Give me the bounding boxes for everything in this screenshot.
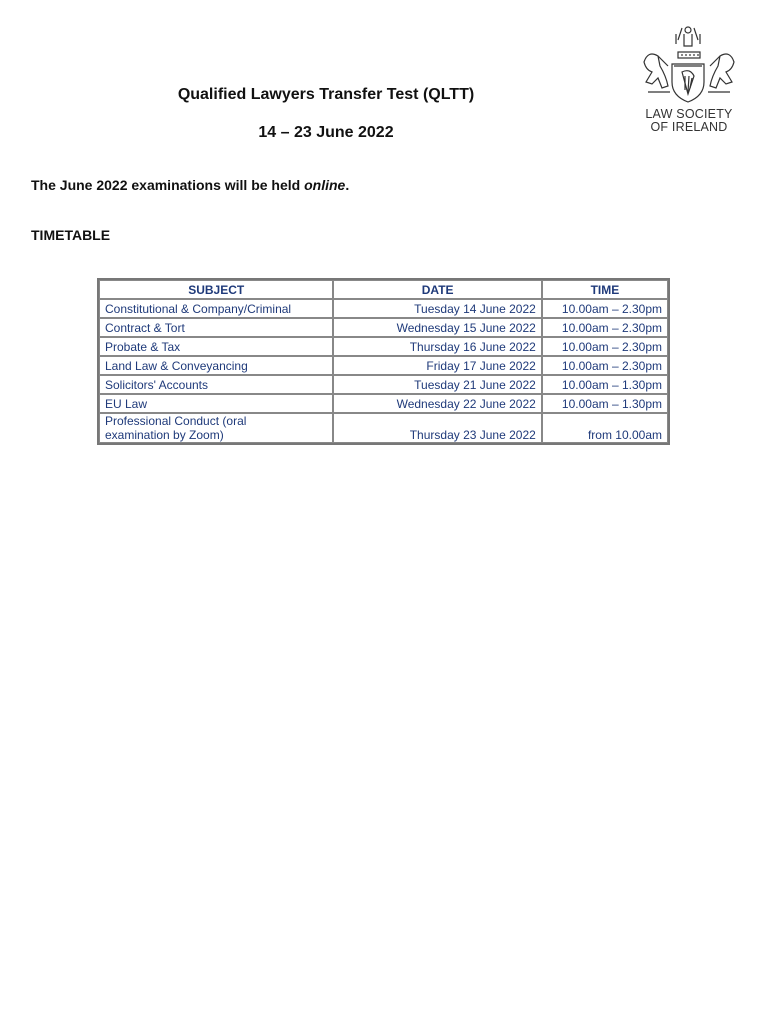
cell-time: 10.00am – 2.30pm — [542, 356, 668, 375]
cell-date: Wednesday 15 June 2022 — [333, 318, 541, 337]
table-row-last — [99, 413, 668, 443]
logo-line-2: OF IRELAND — [650, 120, 728, 134]
logo-line-1: LAW SOCIETY — [645, 107, 733, 121]
cell-time: 10.00am – 2.30pm — [542, 318, 668, 337]
cell-subject: Land Law & Conveyancing — [99, 356, 333, 375]
table-row — [99, 337, 668, 356]
header-time: TIME — [542, 280, 668, 299]
cell-subject: EU Law — [99, 394, 333, 413]
table-row — [99, 375, 668, 394]
intro-prefix: The June 2022 examinations will be held — [31, 177, 305, 193]
page-title: Qualified Lawyers Transfer Test (QLTT) — [177, 86, 475, 103]
crest-icon — [638, 22, 740, 106]
cell-time: 10.00am – 1.30pm — [542, 394, 668, 413]
cell-subject: Contract & Tort — [99, 318, 333, 337]
cell-date: Wednesday 22 June 2022 — [333, 394, 541, 413]
timetable — [97, 278, 670, 445]
table-row — [99, 394, 668, 413]
cell-time: from 10.00am — [542, 413, 668, 443]
intro-emphasis: online — [304, 177, 346, 193]
intro-suffix: . — [345, 177, 350, 193]
cell-date: Thursday 16 June 2022 — [333, 337, 541, 356]
logo-wordmark — [628, 108, 750, 134]
cell-subject-line-1: Professional Conduct (oral — [105, 414, 247, 428]
cell-subject: Probate & Tax — [99, 337, 333, 356]
table-row — [99, 299, 668, 318]
cell-time: 10.00am – 2.30pm — [542, 337, 668, 356]
cell-date: Tuesday 14 June 2022 — [333, 299, 541, 318]
cell-subject: Constitutional & Company/Criminal — [99, 299, 333, 318]
cell-subject-line-2: examination by Zoom) — [105, 428, 224, 442]
intro-text — [31, 177, 349, 193]
law-society-logo — [628, 22, 750, 144]
section-heading: TIMETABLE — [31, 227, 111, 243]
cell-time: 10.00am – 2.30pm — [542, 299, 668, 318]
cell-date: Friday 17 June 2022 — [333, 356, 541, 375]
table-row — [99, 318, 668, 337]
cell-time: 10.00am – 1.30pm — [542, 375, 668, 394]
header-date: DATE — [333, 280, 541, 299]
cell-subject: Solicitors' Accounts — [99, 375, 333, 394]
cell-subject — [99, 413, 333, 443]
exam-dates: 14 – 23 June 2022 — [258, 124, 394, 141]
header-subject: SUBJECT — [99, 280, 333, 299]
cell-date: Thursday 23 June 2022 — [333, 413, 541, 443]
cell-date: Tuesday 21 June 2022 — [333, 375, 541, 394]
table-header-row — [99, 280, 668, 299]
table-row — [99, 356, 668, 375]
